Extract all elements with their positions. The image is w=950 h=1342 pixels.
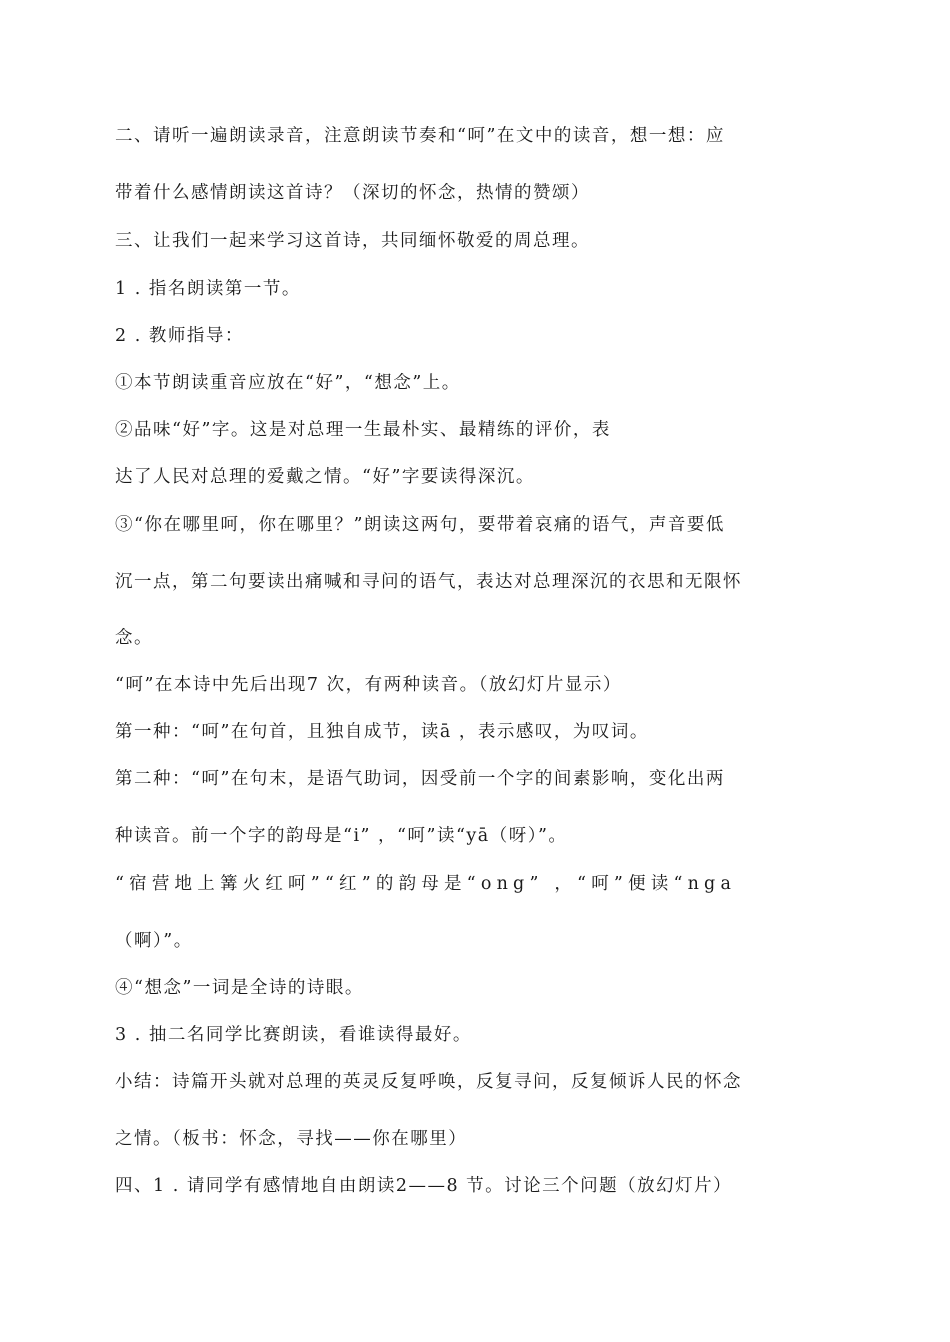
paragraph-line: 带着什么感情朗读这首诗？（深切的怀念，热情的赞颂） [115, 183, 590, 203]
paragraph-line: 念。 [115, 628, 153, 648]
list-item: 2 . 教师指导： [115, 326, 244, 346]
paragraph-line: ②品味“好”字。这是对总理一生最朴实、最精练的评价，表 [115, 420, 611, 440]
paragraph-line: 第二种：“呵”在句末，是语气助词，因受前一个字的间素影响，变化出两 [115, 769, 725, 789]
list-item: 3 . 抽二名同学比赛朗读，看谁读得最好。 [115, 1025, 472, 1045]
paragraph-line: 小结：诗篇开头就对总理的英灵反复呼唤，反复寻问，反复倾诉人民的怀念 [115, 1072, 742, 1092]
paragraph-line: （啊）”。 [115, 931, 193, 951]
paragraph-line: ④“想念”一词是全诗的诗眼。 [115, 978, 364, 998]
paragraph-line: 种读音。前一个字的韵母是“i” ，“呵”读“yā（呀）”。 [115, 826, 568, 846]
paragraph-line: “宿营地上篝火红呵”“红”的韵母是“ong” ，“呵”便读“nga [115, 874, 737, 894]
paragraph-line: “呵”在本诗中先后出现7 次，有两种读音。（放幻灯片显示） [115, 675, 622, 695]
list-item: 1 . 指名朗读第一节。 [115, 279, 301, 299]
paragraph-line: 三、让我们一起来学习这首诗，共同缅怀敬爱的周总理。 [115, 231, 590, 251]
paragraph-line: 达了人民对总理的爱戴之情。“好”字要读得深沉。 [115, 467, 535, 487]
paragraph-line: ③“你在哪里呵，你在哪里？”朗读这两句，要带着哀痛的语气，声音要低 [115, 515, 725, 535]
paragraph-line: 之情。（板书：怀念，寻找——你在哪里） [115, 1129, 468, 1149]
paragraph-line: ①本节朗读重音应放在“好”，“想念”上。 [115, 373, 461, 393]
paragraph-line: 四、1 . 请同学有感情地自由朗读2——8 节。讨论三个问题（放幻灯片） [115, 1176, 733, 1196]
paragraph-line: 第一种：“呵”在句首，且独自成节，读ā ，表示感叹，为叹词。 [115, 722, 649, 742]
paragraph-line: 沉一点，第二句要读出痛喊和寻问的语气，表达对总理深沉的衣思和无限怀 [115, 572, 742, 592]
paragraph-line: 二、请听一遍朗读录音，注意朗读节奏和“呵”在文中的读音，想一想：应 [115, 126, 725, 146]
